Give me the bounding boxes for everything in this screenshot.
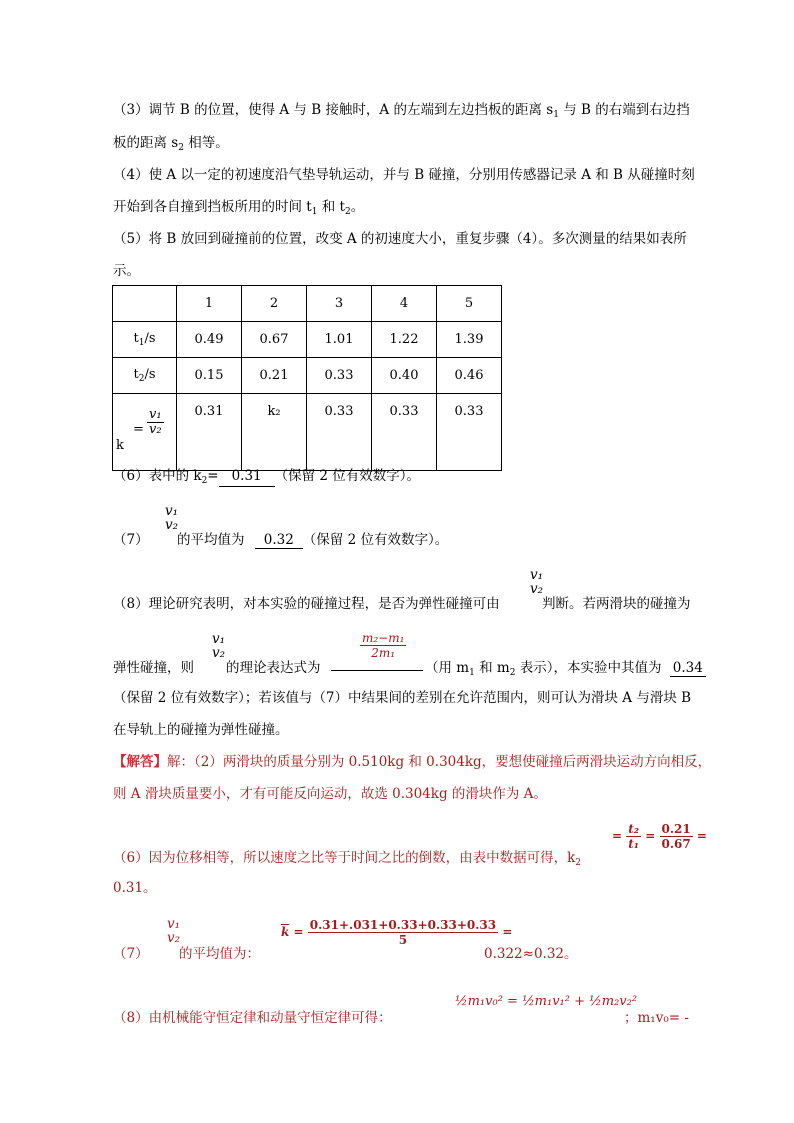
text: = xyxy=(696,829,707,843)
text: （5）将 B 放回到碰撞前的位置，改变 A 的初速度大小，重复步骤（4）。多次测量的结果如表所 xyxy=(113,231,687,247)
text: 开始到各自撞到挡板所用的时间 t xyxy=(113,199,312,215)
text: = xyxy=(133,422,144,437)
results-table xyxy=(112,285,502,471)
solution-8-prefix: （8）由机械能守恒定律和动量守恒定律可得： xyxy=(113,1010,392,1026)
text: 和 t xyxy=(317,199,345,215)
table-cell: 1.39 xyxy=(437,322,502,358)
sub: 2 xyxy=(178,143,184,153)
solution-8-equation: ½m₁v₀² = ½m₁v₁² + ½m₂v₂² xyxy=(455,994,638,1009)
solution-line2: 则 A 滑块质量要小，才有可能反向运动，故选 0.304kg 的滑块作为 A。 xyxy=(113,786,547,802)
text: = xyxy=(293,925,304,939)
text: 示。 xyxy=(113,263,140,279)
denominator: 5 xyxy=(398,933,408,947)
table-cell: 2 xyxy=(242,286,307,322)
step5-line1 xyxy=(113,229,687,249)
text: ； xyxy=(624,1010,638,1026)
k-bar: $\overline{k}$ xyxy=(281,925,290,939)
step5-line2 xyxy=(113,261,140,281)
text: = xyxy=(612,829,623,843)
numerator: v₁ xyxy=(530,567,544,583)
sub: 1 xyxy=(553,110,559,120)
text: （3）调节 B 的位置，使得 A 与 B 接触时，A 的左端到左边挡板的距离 s xyxy=(113,102,554,118)
numerator: v₁ xyxy=(167,916,181,932)
q8-line1-prefix: （8）理论研究表明，对本实验的碰撞过程，是否为弹性碰撞可由 xyxy=(113,596,500,612)
sub: 1 xyxy=(469,668,475,678)
solution-tag: 【解答】 xyxy=(113,754,167,770)
q8-fraction-2 xyxy=(210,632,227,660)
step3-line1 xyxy=(113,100,690,125)
table-cell: 0.49 xyxy=(177,322,242,358)
table-row xyxy=(113,322,502,358)
step4-line2 xyxy=(113,197,364,222)
text: t xyxy=(133,367,139,382)
sub: 1 xyxy=(311,207,318,217)
table-cell: 0.15 xyxy=(177,358,242,394)
table-cell: 0.40 xyxy=(372,358,437,394)
text: t xyxy=(133,331,139,346)
sub: 2 xyxy=(575,858,582,868)
table-cell: 0.67 xyxy=(242,322,307,358)
sub: 2 xyxy=(344,207,351,217)
solution-7-formula xyxy=(281,918,512,947)
numerator: 0.21 xyxy=(661,822,691,836)
text: 板的距离 s xyxy=(113,135,179,151)
solution-6-result: 0.31。 xyxy=(113,880,157,896)
text: = xyxy=(502,925,513,939)
text: （6）因为位移相等，所以速度之比等于时间之比的倒数，由表中数据可得，k xyxy=(113,850,576,866)
row-label-t2 xyxy=(113,358,177,394)
q8-line2-suffix xyxy=(425,656,706,678)
k-fraction xyxy=(147,408,164,437)
q8-line3: （保留 2 位有效数字）；若该值与（7）中结果间的差别在允许范围内，则可认为滑块 A 与滑块 B xyxy=(113,690,692,706)
denominator: t₁ xyxy=(628,837,640,851)
numerator: v₁ xyxy=(212,631,226,647)
table-cell: 3 xyxy=(307,286,372,322)
table-cell: 1 xyxy=(177,286,242,322)
numerator: v₁ xyxy=(149,407,162,422)
sub: 2 xyxy=(138,374,145,384)
text: 与 B 的右端到右边挡 xyxy=(558,102,690,118)
text: /s xyxy=(144,367,156,382)
q8-line4: 在导轨上的碰撞为弹性碰撞。 xyxy=(113,722,289,738)
solution-line1 xyxy=(113,752,711,772)
table-cell: 0.21 xyxy=(242,358,307,394)
table-cell: 4 xyxy=(372,286,437,322)
text: （用 m xyxy=(425,660,470,676)
solution-7-fraction xyxy=(165,917,182,945)
text: （保留 2 位有效数字）。 xyxy=(274,468,421,484)
denominator: v₂ xyxy=(167,930,181,946)
text: 的平均值为 xyxy=(177,532,245,548)
numerator: v₁ xyxy=(165,503,179,519)
text: 表示），本实验中其值为 xyxy=(515,660,662,676)
numerator: t₂ xyxy=(628,822,640,836)
sub: 1 xyxy=(138,338,145,348)
text: k xyxy=(116,438,124,453)
denominator: v₂ xyxy=(212,645,226,661)
text: = xyxy=(645,829,656,843)
text: 。 xyxy=(350,199,365,215)
table-cell: k₂ xyxy=(242,394,307,471)
denominator: 0.67 xyxy=(661,837,691,851)
sub: 2 xyxy=(509,668,516,678)
text: = xyxy=(207,468,219,484)
denominator: v₂ xyxy=(530,581,544,597)
text: 相等。 xyxy=(183,135,229,151)
numerator: 0.31+.031+0.33+0.33+0.33 xyxy=(309,918,497,932)
solution-7-mid: 的平均值为： xyxy=(179,946,260,962)
q8-line1-suffix: 判断。若两滑块的碰撞为 xyxy=(542,596,691,612)
solution-8-tail xyxy=(624,1006,689,1026)
value-ratio xyxy=(660,822,693,851)
table-header-row xyxy=(113,286,502,322)
text: 解：（2）两滑块的质量分别为 0.510kg 和 0.304kg，要想使碰撞后两滑块运动方向相反， xyxy=(167,754,712,770)
solution-6-formula xyxy=(612,822,707,851)
text: （6）表中的 k xyxy=(113,468,202,484)
q7-rest xyxy=(177,528,448,549)
q8-line2-prefix: 弹性碰撞，则 xyxy=(113,660,194,676)
average-fraction xyxy=(308,918,498,947)
text: /s xyxy=(144,331,156,346)
text: 和 m xyxy=(474,660,510,676)
q8-value-answer: 0.34 xyxy=(670,660,706,677)
denominator: 2m₁ xyxy=(371,646,396,660)
q7-prefix: （7） xyxy=(113,532,149,548)
table-cell: 0.46 xyxy=(437,358,502,394)
t-ratio xyxy=(626,822,641,851)
table-cell: 5 xyxy=(437,286,502,322)
q8-line2-mid: 的理论表达式为 xyxy=(226,660,321,676)
step3-line2 xyxy=(113,133,229,158)
table-cell: 0.31 xyxy=(177,394,242,471)
solution-7-result: 0.322≈0.32。 xyxy=(484,946,578,962)
text: （4）使 A 以一定的初速度沿气垫导轨运动，并与 B 碰撞，分别用传感器记录 A 和 B 从碰撞时刻 xyxy=(113,167,695,183)
sub: 2 xyxy=(201,476,208,486)
solution-6-text xyxy=(113,846,581,868)
q6-line xyxy=(113,466,420,491)
denominator: v₂ xyxy=(165,517,179,533)
solution-7-prefix: （7） xyxy=(113,946,149,962)
table-row xyxy=(113,394,502,471)
table-cell xyxy=(113,286,177,322)
table-row xyxy=(113,358,502,394)
text: （保留 2 位有效数字）。 xyxy=(302,532,449,548)
table-cell: 0.33 xyxy=(307,358,372,394)
table-cell: 1.01 xyxy=(307,322,372,358)
step4-line1 xyxy=(113,165,695,185)
q7-answer: 0.32 xyxy=(255,532,303,549)
numerator: m₂−m₁ xyxy=(362,631,405,645)
q8-expression xyxy=(360,631,406,660)
text: m₁v₀= - xyxy=(637,1010,689,1026)
table-cell: 0.33 xyxy=(437,394,502,471)
q6-answer: 0.31 xyxy=(219,466,275,487)
row-label-t1 xyxy=(113,322,177,358)
table-cell: 0.33 xyxy=(372,394,437,471)
table-cell: 0.33 xyxy=(307,394,372,471)
denominator: v₂ xyxy=(149,422,162,437)
table-cell: 1.22 xyxy=(372,322,437,358)
row-label-k xyxy=(113,394,177,471)
